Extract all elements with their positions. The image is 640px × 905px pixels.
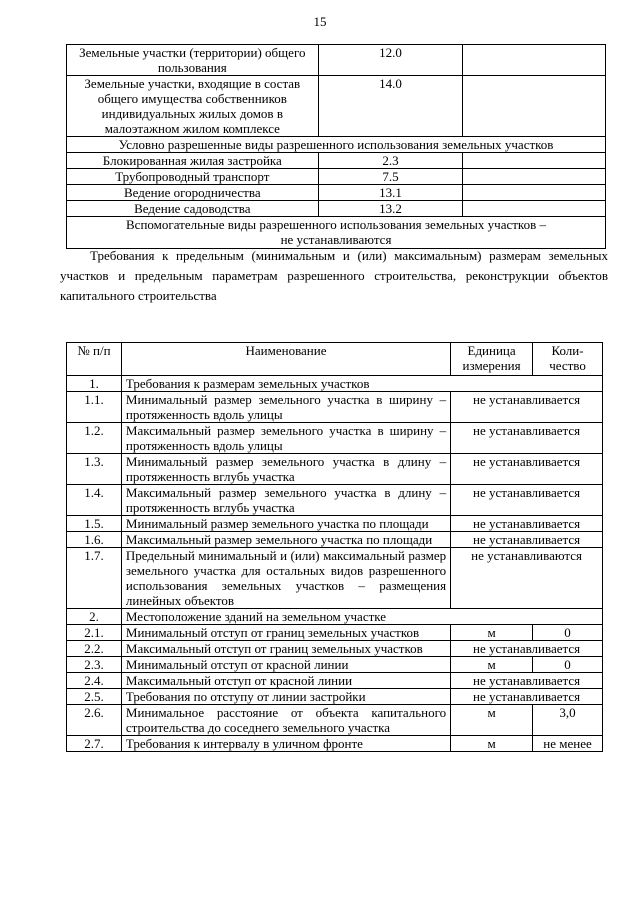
col-qty-header: Коли-чество <box>533 343 603 376</box>
value-cell: не устанавливается <box>451 485 603 516</box>
row-number: 2.5. <box>67 689 122 705</box>
value-cell: не устанавливается <box>451 392 603 423</box>
auxiliary-line-1: Вспомогательные виды разрешенного использования земельных участков – <box>126 217 546 232</box>
value-cell: не устанавливаются <box>451 548 603 609</box>
table-row <box>67 45 606 76</box>
empty-cell <box>463 185 606 201</box>
row-name: Максимальный размер земельного участка в длину – протяженность вглубь участка <box>121 485 450 516</box>
table-row <box>67 76 606 137</box>
land-use-table <box>66 44 606 249</box>
row-name: Минимальный отступ от границ земельных участков <box>121 625 450 641</box>
use-code: 7.5 <box>318 169 463 185</box>
section-header-row <box>67 137 606 153</box>
row-name: Максимальный размер земельного участка по площади <box>121 532 450 548</box>
row-name: Требования по отступу от линии застройки <box>121 689 450 705</box>
value-cell: не устанавливается <box>451 641 603 657</box>
table-row <box>67 625 603 641</box>
table-row <box>67 548 603 609</box>
row-number: 1.1. <box>67 392 122 423</box>
auxiliary-line-2: не устанавливаются <box>280 232 392 247</box>
row-number: 1. <box>67 376 122 392</box>
row-number: 2.2. <box>67 641 122 657</box>
paragraph-text: Требования к предельным (минимальным и (или) максимальным) размерам земельных участков и предельным параметрам разрешенного строительства, реконструкции объектов капитального строительства <box>60 248 608 303</box>
empty-cell <box>463 45 606 76</box>
table-row <box>67 376 603 392</box>
use-name: Ведение огородничества <box>67 185 319 201</box>
quantity-cell: 3,0 <box>533 705 603 736</box>
unit-cell: м <box>451 657 533 673</box>
empty-cell <box>463 76 606 137</box>
use-name: Блокированная жилая застройка <box>67 153 319 169</box>
value-cell: не устанавливается <box>451 673 603 689</box>
table-row <box>67 532 603 548</box>
quantity-cell: 0 <box>533 657 603 673</box>
row-name: Минимальный размер земельного участка по площади <box>121 516 450 532</box>
row-number: 1.7. <box>67 548 122 609</box>
value-cell: не устанавливается <box>451 454 603 485</box>
row-name: Минимальный размер земельного участка в длину – протяженность вглубь участка <box>121 454 450 485</box>
row-number: 2.4. <box>67 673 122 689</box>
table-row <box>67 423 603 454</box>
use-code: 13.1 <box>318 185 463 201</box>
row-name: Местоположение зданий на земельном участке <box>121 609 602 625</box>
header-row <box>67 343 603 376</box>
empty-cell <box>463 169 606 185</box>
table-row <box>67 609 603 625</box>
row-name: Минимальный размер земельного участка в ширину – протяженность вдоль улицы <box>121 392 450 423</box>
use-code: 13.2 <box>318 201 463 217</box>
col-name-header: Наименование <box>121 343 450 376</box>
row-number: 1.2. <box>67 423 122 454</box>
empty-cell <box>463 201 606 217</box>
table-row <box>67 516 603 532</box>
requirements-paragraph <box>60 246 608 306</box>
col-unit-header: Единица измерения <box>451 343 533 376</box>
row-number: 2.3. <box>67 657 122 673</box>
table-row <box>67 641 603 657</box>
use-code: 12.0 <box>318 45 463 76</box>
col-num-header: № п/п <box>67 343 122 376</box>
row-name: Максимальный отступ от красной линии <box>121 673 450 689</box>
row-number: 2.1. <box>67 625 122 641</box>
table-row <box>67 485 603 516</box>
unit-cell: м <box>451 705 533 736</box>
table-row <box>67 392 603 423</box>
unit-cell: м <box>451 625 533 641</box>
row-number: 1.5. <box>67 516 122 532</box>
table-row <box>67 657 603 673</box>
conditional-uses-header: Условно разрешенные виды разрешенного использования земельных участков <box>67 137 606 153</box>
table-row <box>67 705 603 736</box>
parameters-body <box>67 376 603 752</box>
table-row <box>67 673 603 689</box>
value-cell: не устанавливается <box>451 532 603 548</box>
value-cell: не устанавливается <box>451 516 603 532</box>
use-name: Трубопроводный транспорт <box>67 169 319 185</box>
row-name: Минимальное расстояние от объекта капитального строительства до соседнего земельного участка <box>121 705 450 736</box>
table-row <box>67 454 603 485</box>
row-number: 2.7. <box>67 736 122 752</box>
row-number: 1.4. <box>67 485 122 516</box>
row-name: Требования к размерам земельных участков <box>121 376 602 392</box>
value-cell: не устанавливается <box>451 689 603 705</box>
table-row <box>67 736 603 752</box>
row-name: Требования к интервалу в уличном фронте <box>121 736 450 752</box>
section-header-row <box>67 217 606 249</box>
use-code: 2.3 <box>318 153 463 169</box>
table-row <box>67 169 606 185</box>
table-row <box>67 153 606 169</box>
quantity-cell: не менее <box>533 736 603 752</box>
quantity-cell: 0 <box>533 625 603 641</box>
row-number: 2.6. <box>67 705 122 736</box>
table-row <box>67 689 603 705</box>
row-name: Максимальный размер земельного участка в ширину – протяженность вдоль улицы <box>121 423 450 454</box>
row-name: Максимальный отступ от границ земельных участков <box>121 641 450 657</box>
empty-cell <box>463 153 606 169</box>
use-name: Земельные участки (территории) общего пользования <box>67 45 319 76</box>
row-number: 2. <box>67 609 122 625</box>
use-name: Земельные участки, входящие в состав общего имущества собственников индивидуальных жилых домов в малоэтажном жилом комплексе <box>67 76 319 137</box>
auxiliary-uses-note <box>67 217 606 249</box>
row-number: 1.3. <box>67 454 122 485</box>
value-cell: не устанавливается <box>451 423 603 454</box>
use-code: 14.0 <box>318 76 463 137</box>
page-number: 15 <box>313 14 327 29</box>
table-row <box>67 185 606 201</box>
table-row <box>67 201 606 217</box>
use-name: Ведение садоводства <box>67 201 319 217</box>
parameters-table <box>66 342 603 752</box>
row-name: Минимальный отступ от красной линии <box>121 657 450 673</box>
row-number: 1.6. <box>67 532 122 548</box>
row-name: Предельный минимальный и (или) максимальный размер земельного участка для остальных видов разрешенного использования земельных участков – размещения линейных объектов <box>121 548 450 609</box>
unit-cell: м <box>451 736 533 752</box>
